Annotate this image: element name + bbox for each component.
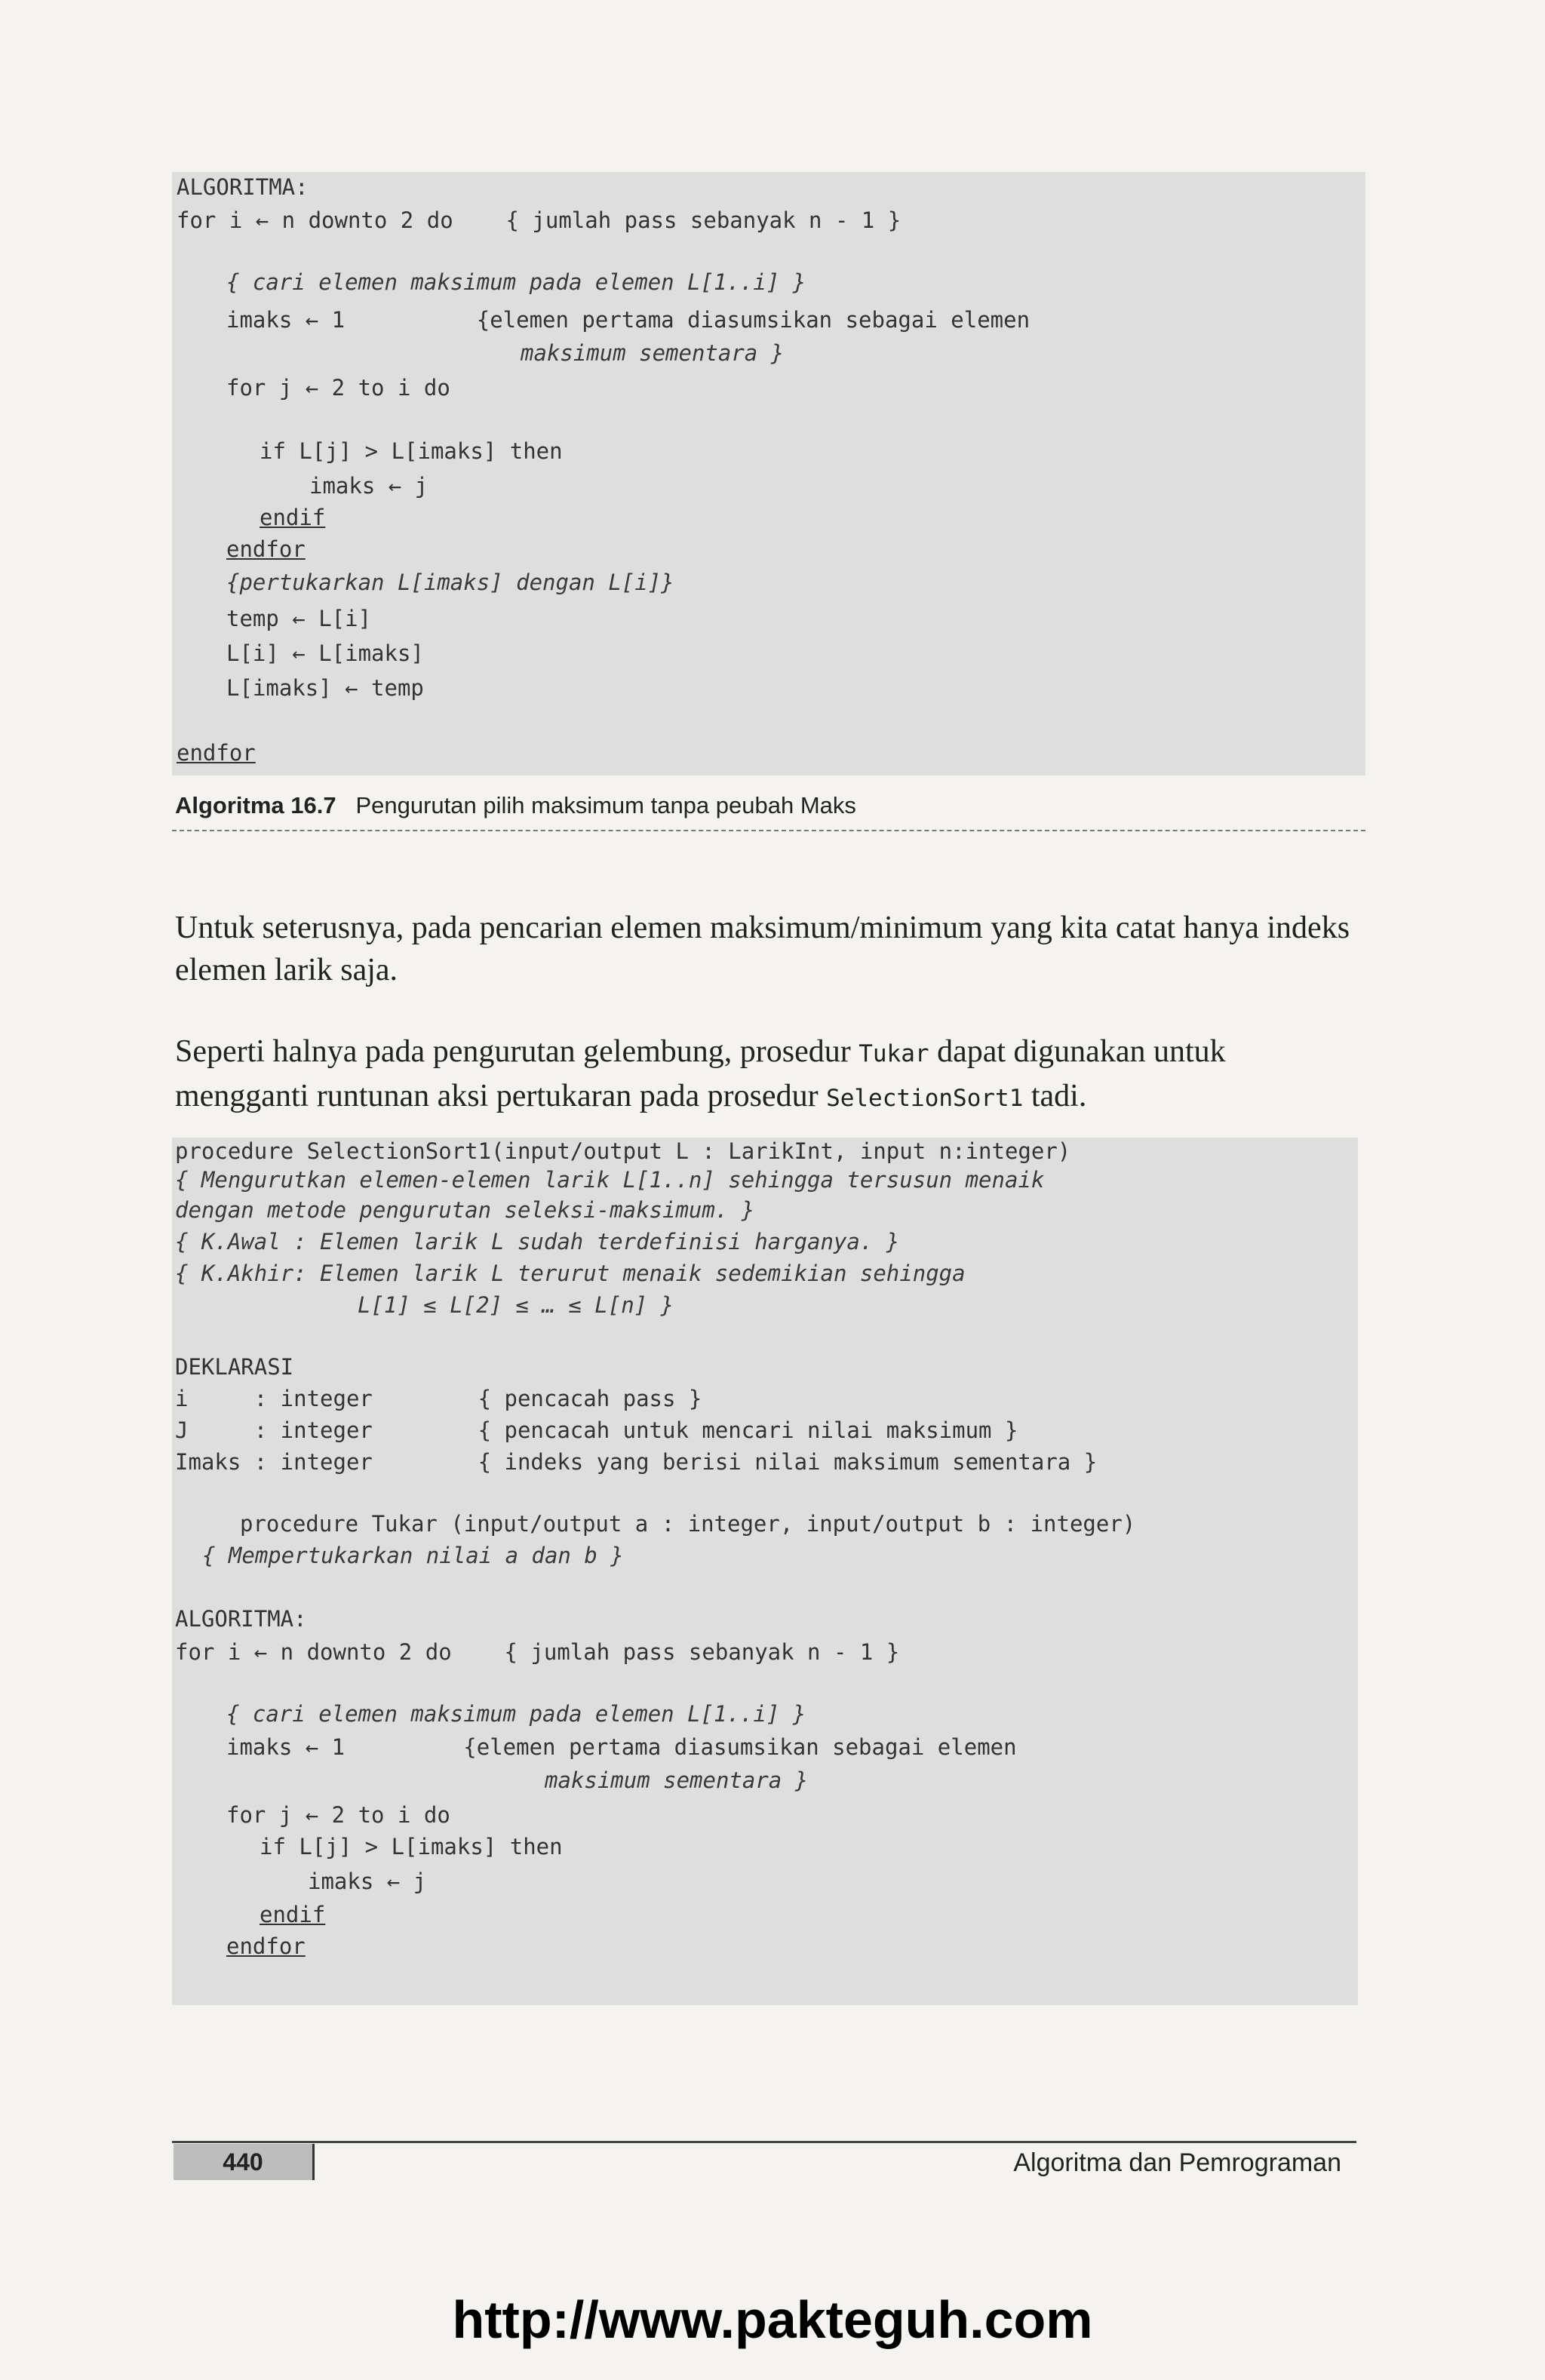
caption-text: Pengurutan pilih maksimum tanpa peubah Maks bbox=[355, 792, 856, 818]
code-comment-line: L[1] ≤ L[2] ≤ … ≤ L[n] } bbox=[358, 1292, 674, 1318]
code-comment-line: dengan metode pengurutan seleksi-maksimum. } bbox=[175, 1197, 755, 1223]
code-comment-line: { cari elemen maksimum pada elemen L[1..i] } bbox=[226, 269, 806, 295]
code-line: endif bbox=[260, 1902, 326, 1927]
code-line: imaks ← 1 {elemen pertama diasumsikan sebagai elemen bbox=[226, 1734, 1017, 1760]
code-line: imaks ← j bbox=[309, 473, 428, 499]
paragraph-text: dapat digunakan untuk mengganti runtunan aksi pertukaran pada prosedur bbox=[175, 1034, 1226, 1113]
inline-code: SelectionSort1 bbox=[826, 1085, 1024, 1112]
code-line: Imaks : integer { indeks yang berisi nilai maksimum sementara } bbox=[175, 1449, 1098, 1475]
code-line: if L[j] > L[imaks] then bbox=[260, 1834, 563, 1859]
code-line: J : integer { pencacah untuk mencari nilai maksimum } bbox=[175, 1417, 1018, 1443]
algorithm-code-block-1 bbox=[172, 172, 1365, 775]
code-line: temp ← L[i] bbox=[226, 606, 372, 631]
code-line: ALGORITMA: bbox=[175, 1606, 307, 1632]
paragraph-2 bbox=[175, 1030, 1359, 1119]
inline-code: Tukar bbox=[859, 1040, 929, 1067]
website-url[interactable]: http://www.pakteguh.com bbox=[452, 2290, 1093, 2349]
book-title: Algoritma dan Pemrograman bbox=[1013, 2148, 1341, 2177]
paragraph-text: tadi. bbox=[1023, 1079, 1087, 1113]
code-line: for j ← 2 to i do bbox=[226, 375, 450, 401]
code-line: endfor bbox=[226, 536, 306, 562]
caption-label: Algoritma 16.7 bbox=[175, 792, 336, 818]
code-line: for j ← 2 to i do bbox=[226, 1802, 450, 1828]
code-comment-line: {pertukarkan L[imaks] dengan L[i]} bbox=[226, 570, 674, 595]
code-line: for i ← n downto 2 do { jumlah pass sebanyak n - 1 } bbox=[175, 1639, 900, 1665]
code-line: endif bbox=[260, 505, 326, 530]
code-comment-line: { Mempertukarkan nilai a dan b } bbox=[202, 1543, 624, 1568]
code-line: procedure Tukar (input/output a : integer, input/output b : integer) bbox=[240, 1511, 1136, 1537]
code-line: ALGORITMA: bbox=[177, 174, 309, 200]
paragraph-1: Untuk seterusnya, pada pencarian elemen maksimum/minimum yang kita catat hanya indeks elemen larik saja. bbox=[175, 911, 1350, 987]
paragraph-text: Seperti halnya pada pengurutan gelembung, prosedur bbox=[175, 1034, 859, 1069]
code-comment-line: { K.Akhir: Elemen larik L terurut menaik sedemikian sehingga bbox=[175, 1261, 966, 1286]
code-line: for i ← n downto 2 do { jumlah pass sebanyak n - 1 } bbox=[177, 207, 902, 233]
code-line: i : integer { pencacah pass } bbox=[175, 1386, 702, 1411]
code-line: imaks ← 1 {elemen pertama diasumsikan sebagai elemen bbox=[226, 307, 1031, 333]
code-line: if L[j] > L[imaks] then bbox=[260, 438, 563, 464]
code-comment-line: { K.Awal : Elemen larik L sudah terdefinisi harganya. } bbox=[175, 1229, 900, 1254]
code-comment-line: { cari elemen maksimum pada elemen L[1..i] } bbox=[226, 1701, 806, 1727]
code-line: L[imaks] ← temp bbox=[226, 675, 424, 701]
code-line: DEKLARASI bbox=[175, 1354, 294, 1380]
footer-rule bbox=[172, 2141, 1356, 2143]
code-comment-line: { Mengurutkan elemen-elemen larik L[1..n] sehingga tersusun menaik bbox=[175, 1167, 1045, 1193]
code-line: L[i] ← L[imaks] bbox=[226, 640, 424, 666]
code-comment-line: maksimum sementara } bbox=[521, 340, 785, 366]
code-line: procedure SelectionSort1(input/output L : LarikInt, input n:integer) bbox=[175, 1138, 1071, 1164]
code-comment-line: maksimum sementara } bbox=[545, 1767, 809, 1793]
code-line: imaks ← j bbox=[308, 1869, 427, 1894]
algorithm-code-block-2 bbox=[172, 1138, 1358, 2005]
figure-caption bbox=[175, 792, 856, 819]
page-number: 440 bbox=[174, 2144, 315, 2180]
code-line: endfor bbox=[226, 1933, 306, 1959]
code-line: endfor bbox=[177, 740, 256, 766]
caption-divider bbox=[172, 830, 1365, 831]
